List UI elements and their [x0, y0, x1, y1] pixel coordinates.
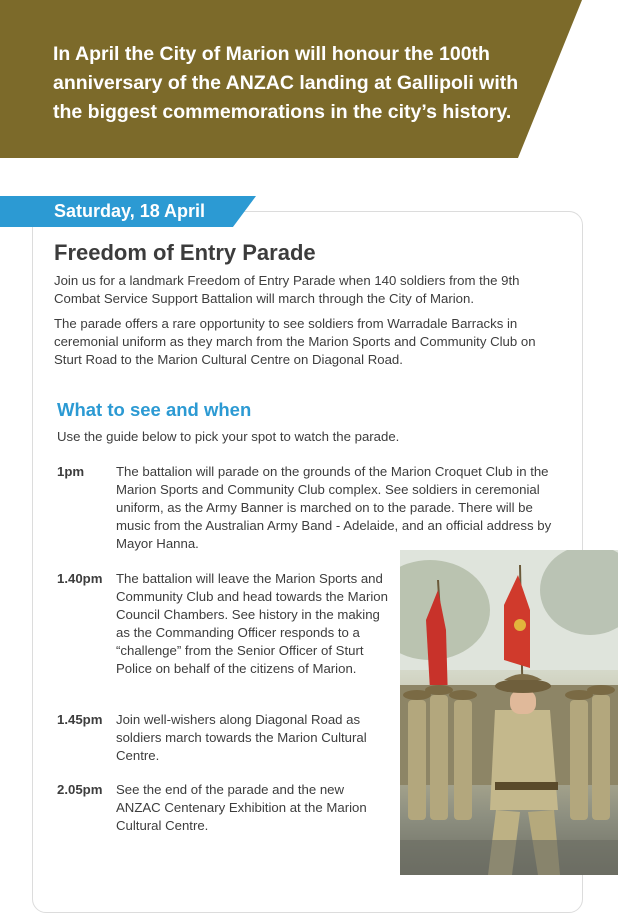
- schedule-time: 1pm: [57, 464, 85, 479]
- schedule-time: 1.45pm: [57, 712, 103, 727]
- schedule-time: 1.40pm: [57, 571, 103, 586]
- date-label: Saturday, 18 April: [54, 201, 206, 221]
- event-paragraph-1: Join us for a landmark Freedom of Entry Parade when 140 soldiers from the 9th Combat Service Support Battalion will march through the City of Marion.: [54, 273, 520, 306]
- banner-text: In April the City of Marion will honour the 100th anniversary of the ANZAC landing at Gallipoli with the biggest commemorations in the city’s history.: [53, 43, 519, 123]
- photo-illustration: [400, 550, 618, 875]
- guide-heading: What to see and when: [57, 399, 252, 420]
- schedule-text: Join well-wishers along Diagonal Road as soldiers march towards the Marion Cultural Centre.: [116, 712, 367, 763]
- schedule-text: The battalion will parade on the grounds of the Marion Croquet Club in the Marion Sports and Community Club complex. See soldiers in ceremonial uniform, as the Army Banner is marched on to the parade. There will be music from the Australian Army Band - Adelaide, and an official address by Mayor Hanna.: [116, 464, 552, 551]
- event-paragraph-2: The parade offers a rare opportunity to see soldiers from Warradale Barracks in ceremonial uniform as they march from the Marion Sports and Community Club on Sturt Road to the Marion Cultural Centre on Diagonal Road.: [54, 316, 536, 367]
- event-title: Freedom of Entry Parade: [54, 240, 316, 265]
- schedule-text: The battalion will leave the Marion Sports and Community Club and head towards the Marion Council Chambers. See history in the making as the Commanding Officer responds to a “challenge” from the Senior Officer of Sturt Police on behalf of the citizens of Marion.: [116, 571, 388, 676]
- guide-intro: Use the guide below to pick your spot to watch the parade.: [57, 429, 400, 444]
- soldiers-marching-photo: [400, 550, 618, 875]
- schedule-time: 2.05pm: [57, 782, 103, 797]
- schedule-text: See the end of the parade and the new ANZAC Centenary Exhibition at the Marion Cultural Centre.: [116, 782, 367, 833]
